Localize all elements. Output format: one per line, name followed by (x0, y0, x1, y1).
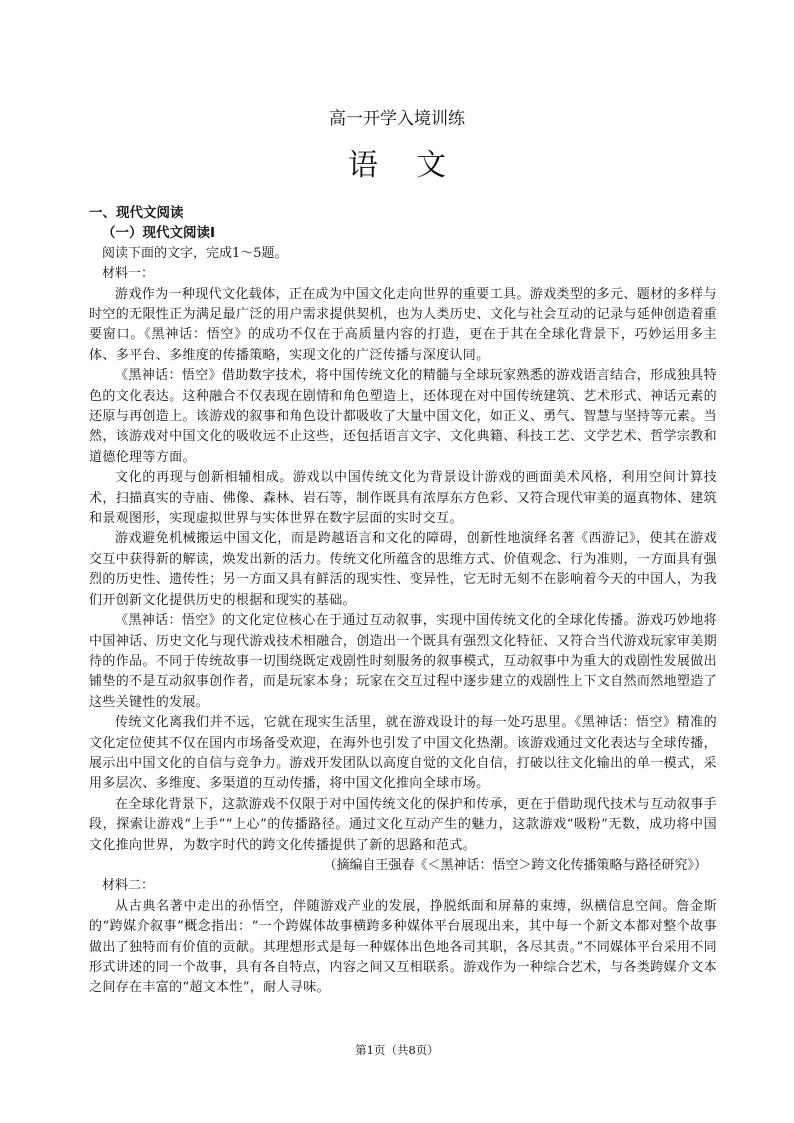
material1-source: （摘编自王强春《＜黑神话：悟空＞跨文化传播策略与路径研究》） (323, 857, 707, 873)
material2-paragraph: 从古典名著中走出的孙悟空，伴随游戏产业的发展，挣脱纸面和屏幕的束缚，纵横信息空间。詹金斯的“跨媒介叙事”概念指出：“一个跨媒体故事横跨多种媒体平台展现出来，其中每一个新文本都对整个故事做出了独特而有价值的贡献。其理想形式是每一种媒体出色地各司其职，各尽其责。”不同媒体平台采用不同形式讲述的同一个故事，具有各自特点，内容之间又互相联系。游戏作为一种综合艺术，与各类跨媒介文本之间存在丰富的“超文本性”，耐人寻味。 (89, 898, 717, 996)
subsection-heading: （一）现代文阅读Ⅰ (102, 225, 216, 242)
material2-label: 材料二： (102, 878, 155, 894)
material1-paragraph: 文化的再现与创新相辅相成。游戏以中国传统文化为背景设计游戏的画面美术风格，利用空间计算技术，扫描真实的寺庙、佛像、森林、岩石等，制作既具有浓厚东方色彩、又符合现代审美的逼真物体、建筑和景观图形，实现虚拟世界与实体世界在数字层面的实时交互。 (89, 470, 717, 527)
section-heading: 一、现代文阅读 (89, 205, 184, 221)
instruction-text: 阅读下面的文字，完成1～5题。 (102, 245, 288, 261)
material1-paragraph: 传统文化离我们并不远，它就在现实生活里，就在游戏设计的每一处巧思里。《黑神话：悟空》精准的文化定位使其不仅在国内市场备受欢迎，在海外也引发了中国文化热潮。该游戏通过文化表达与全球传播，展示出中国文化的自信与竞争力。游戏开发团队以高度自觉的文化自信，打破以往文化输出的单一模式，采用多层次、多维度、多渠道的互动传播，将中国文化推向全球市场。 (89, 715, 717, 792)
material1-paragraph: 《黑神话：悟空》借助数字技术，将中国传统文化的精髓与全球玩家熟悉的游戏语言结合，形成独具特色的文化表达。这种融合不仅表现在剧情和角色塑造上，还体现在对中国传统建筑、艺术形式、神话元素的还原与再创造上。该游戏的叙事和角色设计都吸收了大量中国文化，如正义、勇气、智慧与坚持等元素。当然，该游戏对中国文化的吸收远不止这些，还包括语言文字、文化典籍、科技工艺、文学艺术、哲学宗教和道德伦理等方面。 (89, 368, 717, 465)
reading-content (89, 203, 717, 999)
material1-paragraph: 《黑神话：悟空》的文化定位核心在于通过互动叙事，实现中国传统文化的全球化传播。游戏巧妙地将中国神话、历史文化与现代游戏技术相融合，创造出一个既具有强烈文化特征、又符合当代游戏玩家审美期待的作品。不同于传统故事一切围绕既定戏剧性时刻服务的叙事模式，互动叙事中为重大的戏剧性发展做出铺垫的不是互动叙事创作者，而是玩家本身；玩家在交互过程中逐步建立的戏剧性上下文自然而然地塑造了这些关键性的发展。 (89, 613, 717, 710)
material1-paragraph: 在全球化背景下，这款游戏不仅限于对中国传统文化的保护和传承，更在于借助现代技术与互动叙事手段，探索让游戏“上手”“上心”的传播路径。通过文化互动产生的魅力，这款游戏“吸粉”无数，成功将中国文化推向世界，为数字时代的跨文化传播提供了新的思路和范式。 (89, 796, 717, 853)
material1-label: 材料一： (102, 266, 155, 282)
material1-paragraph: 游戏避免机械搬运中国文化，而是跨越语言和文化的障碍，创新性地演绎名著《西游记》，使其在游戏交互中获得新的解读，焕发出新的活力。传统文化所蕴含的思维方式、价值观念、行为准则，一方面具有强烈的历史性、遗传性；另一方面又具有鲜活的现实性、变异性，它无时无刻不在影响着今天的中国人，为我们开创新文化提供历史的根据和现实的基础。 (89, 531, 717, 608)
exam-subtitle: 高一开学入境训练 (329, 109, 465, 129)
material1-paragraph: 游戏作为一种现代文化载体，正在成为中国文化走向世界的重要工具。游戏类型的多元、题材的多样与时空的无限性正为满足最广泛的用户需求提供契机，也为人类历史、文化与社会互动的记录与延伸创造着重要窗口。《黑神话：悟空》的成功不仅在于高质量内容的打造，更在于其在全球化背景下，巧妙运用多主体、多平台、多维度的传播策略，实现文化的广泛传播与深度认同。 (89, 286, 717, 363)
exam-title: 语文 (348, 148, 484, 183)
page-number: 第1页（共8页） (355, 1043, 439, 1057)
